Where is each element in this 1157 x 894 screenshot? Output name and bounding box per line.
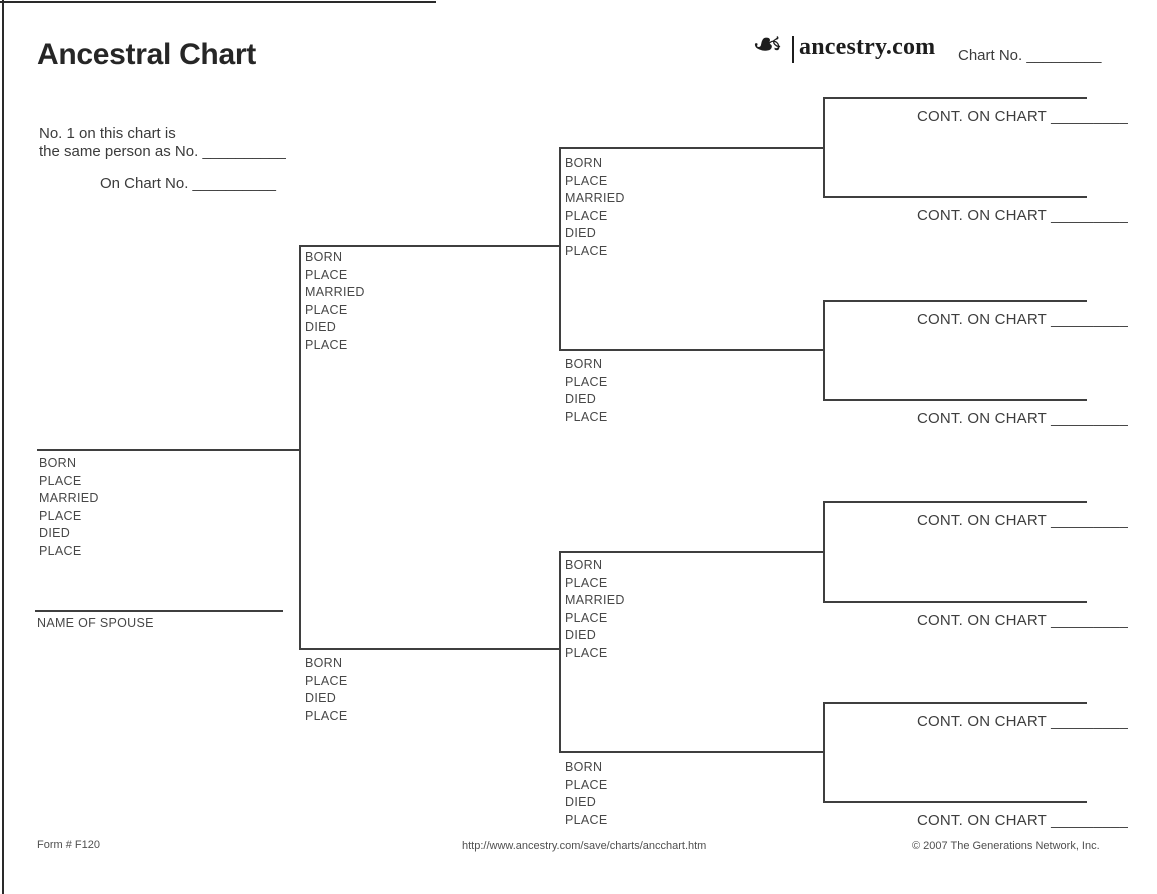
field-label-place: PLACE: [565, 173, 608, 188]
great-grandparent-2-name-line: [823, 196, 1087, 198]
person1-name-line: [37, 449, 299, 451]
maternal-grandmother-field-labels: [565, 759, 608, 829]
form-number: Form # F120: [37, 839, 100, 851]
field-label-place: PLACE: [305, 267, 348, 282]
field-label-died: DIED: [565, 226, 597, 241]
great-grandparents-bracket-2-line: [823, 300, 825, 401]
cont-on-chart-3: [888, 311, 1128, 328]
page-title: Ancestral Chart: [37, 38, 256, 71]
chart-no-blank: _________: [1026, 47, 1102, 64]
great-grandparent-1-name-line: [823, 97, 1087, 99]
cont-blank: _________: [1051, 207, 1128, 224]
great-grandparent-3-name-line: [823, 300, 1087, 302]
great-grandparent-4-name-line: [823, 399, 1087, 401]
field-label-born: BORN: [565, 760, 603, 774]
maternal-grandfather-name-line: [559, 551, 825, 553]
cont-label: CONT. ON CHART: [916, 713, 1047, 730]
parents-bracket-line: [299, 245, 301, 650]
field-label-place: PLACE: [565, 812, 608, 827]
field-label-place: PLACE: [305, 708, 348, 723]
field-label-died: DIED: [565, 392, 597, 407]
field-label-place: PLACE: [39, 473, 82, 488]
field-label-place: PLACE: [305, 302, 348, 317]
field-label-place: PLACE: [305, 337, 348, 352]
cont-label: CONT. ON CHART: [916, 512, 1047, 529]
cont-blank: _________: [1051, 410, 1128, 427]
maternal-grandfather-field-labels: [565, 557, 625, 663]
cont-blank: _________: [1051, 108, 1128, 125]
spouse-name-line: [35, 610, 283, 612]
cont-blank: _________: [1051, 612, 1128, 629]
field-label-place: PLACE: [565, 610, 608, 625]
cont-on-chart-6: [888, 612, 1128, 629]
cont-label: CONT. ON CHART: [916, 410, 1047, 427]
field-label-place: PLACE: [565, 208, 608, 223]
field-label-died: DIED: [305, 691, 337, 706]
field-label-born: BORN: [565, 558, 603, 572]
note-line-3: [39, 175, 286, 193]
field-label-died: DIED: [39, 526, 71, 541]
field-label-place: PLACE: [39, 508, 82, 523]
field-label-place: PLACE: [565, 645, 608, 660]
great-grandparents-bracket-3-line: [823, 501, 825, 603]
field-label-place: PLACE: [565, 575, 608, 590]
field-label-place: PLACE: [305, 673, 348, 688]
logo-divider-bar: [792, 36, 794, 63]
maternal-grandparents-bracket-line: [559, 551, 561, 753]
field-label-married: MARRIED: [39, 491, 99, 506]
cont-blank: _________: [1051, 512, 1128, 529]
cont-on-chart-7: [888, 713, 1128, 730]
chart-note: [39, 125, 286, 193]
field-label-died: DIED: [305, 320, 337, 335]
great-grandparent-6-name-line: [823, 601, 1087, 603]
cont-label: CONT. ON CHART: [916, 207, 1047, 224]
cont-on-chart-5: [888, 512, 1128, 529]
cont-on-chart-4: [888, 410, 1128, 427]
paternal-grandfather-field-labels: [565, 155, 625, 261]
field-label-born: BORN: [565, 156, 603, 170]
page-edge-top: [0, 1, 436, 3]
paternal-grandparents-bracket-line: [559, 147, 561, 351]
ancestry-leaf-icon: ❧: [752, 24, 784, 65]
maternal-grandmother-name-line: [559, 751, 825, 753]
cont-label: CONT. ON CHART: [916, 812, 1047, 829]
field-label-place: PLACE: [565, 409, 608, 424]
note-line-3-label: On Chart No.: [100, 175, 189, 192]
cont-on-chart-2: [888, 207, 1128, 224]
cont-label: CONT. ON CHART: [916, 612, 1047, 629]
field-label-place: PLACE: [565, 243, 608, 258]
great-grandparent-7-name-line: [823, 702, 1087, 704]
father-name-line: [299, 245, 561, 247]
field-label-married: MARRIED: [305, 285, 365, 300]
cont-label: CONT. ON CHART: [916, 311, 1047, 328]
note-line-2: [39, 143, 286, 161]
footer-url: http://www.ancestry.com/save/charts/ancchart.htm: [462, 840, 707, 852]
copyright-notice: © 2007 The Generations Network, Inc.: [912, 840, 1100, 852]
note-line-3-blank: __________: [192, 175, 276, 192]
paternal-grandmother-name-line: [559, 349, 825, 351]
field-label-born: BORN: [305, 656, 343, 670]
cont-blank: _________: [1051, 713, 1128, 730]
great-grandparent-8-name-line: [823, 801, 1087, 803]
cont-blank: _________: [1051, 311, 1128, 328]
chart-no-field: [958, 47, 1101, 64]
great-grandparents-bracket-4-line: [823, 702, 825, 803]
note-line-1: No. 1 on this chart is: [39, 125, 176, 142]
logo-wordmark: ancestry.com: [799, 34, 936, 60]
field-label-born: BORN: [39, 456, 77, 470]
field-label-born: BORN: [565, 357, 603, 371]
field-label-died: DIED: [565, 628, 597, 643]
cont-blank: _________: [1051, 812, 1128, 829]
field-label-place: PLACE: [565, 777, 608, 792]
note-line-2-blank: __________: [202, 143, 286, 160]
note-line-2-label: the same person as No.: [39, 143, 199, 160]
spouse-label: NAME OF SPOUSE: [37, 616, 154, 630]
field-label-married: MARRIED: [565, 191, 625, 206]
great-grandparents-bracket-1-line: [823, 97, 825, 198]
field-label-place: PLACE: [565, 374, 608, 389]
person1-field-labels: [39, 455, 99, 561]
field-label-married: MARRIED: [565, 593, 625, 608]
page-edge-left: [2, 0, 4, 894]
paternal-grandmother-field-labels: [565, 356, 608, 426]
cont-on-chart-1: [888, 108, 1128, 125]
great-grandparent-5-name-line: [823, 501, 1087, 503]
mother-name-line: [299, 648, 561, 650]
cont-label: CONT. ON CHART: [916, 108, 1047, 125]
field-label-died: DIED: [565, 795, 597, 810]
chart-no-label: Chart No.: [958, 47, 1023, 64]
father-field-labels: [305, 249, 365, 355]
field-label-place: PLACE: [39, 543, 82, 558]
mother-field-labels: [305, 655, 348, 725]
field-label-born: BORN: [305, 250, 343, 264]
cont-on-chart-8: [888, 812, 1128, 829]
paternal-grandfather-name-line: [559, 147, 825, 149]
